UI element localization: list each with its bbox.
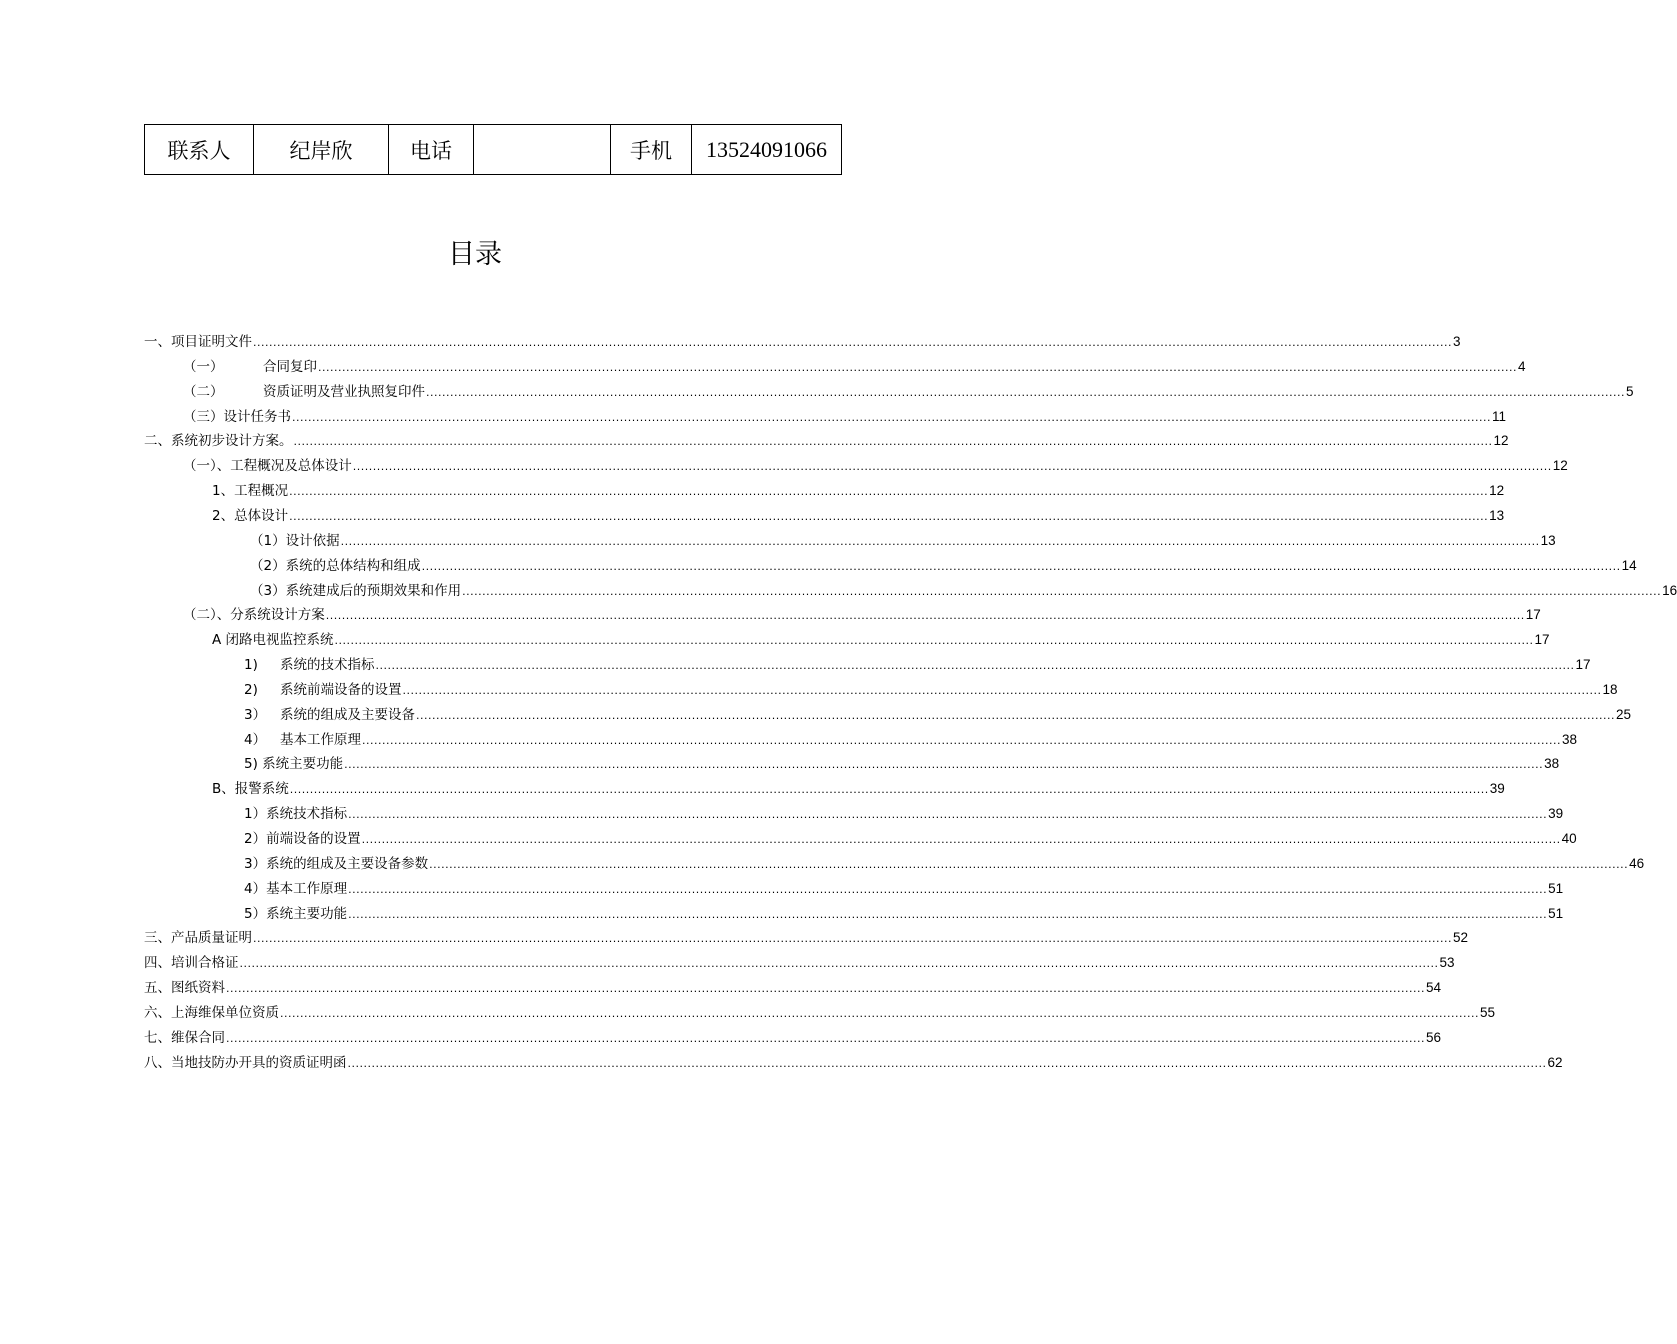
toc-entry[interactable] bbox=[244, 799, 1564, 823]
toc-leader-dots: ............................................................................................................................................................................................................................................................................................................ bbox=[421, 559, 1621, 573]
toc-entry-text: 2、总体设计 bbox=[212, 507, 289, 524]
toc-entry[interactable] bbox=[244, 899, 1564, 923]
toc-entry-label bbox=[244, 731, 361, 749]
toc-entry-label bbox=[244, 805, 347, 823]
toc-entry[interactable] bbox=[183, 352, 1526, 376]
toc-entry-label bbox=[144, 929, 252, 947]
toc-entry-text: 资质证明及营业执照复印件 bbox=[263, 383, 425, 400]
toc-leader-dots: ............................................................................................................................................................................................................................................................................................................ bbox=[361, 833, 1561, 846]
toc-entry[interactable] bbox=[144, 1023, 1442, 1047]
toc-leader-dots: ............................................................................................................................................................................................................................................................................................................ bbox=[347, 1056, 1547, 1070]
toc-entry-text: A 闭路电视监控系统 bbox=[212, 632, 334, 649]
toc-page-number: 54 bbox=[1425, 980, 1442, 996]
toc-page-number: 53 bbox=[1439, 955, 1455, 971]
toc-page-number: 14 bbox=[1621, 557, 1637, 573]
toc-entry-text: 合同复印 bbox=[263, 358, 317, 375]
toc-leader-dots: ............................................................................................................................................................................................................................................................................................................ bbox=[289, 783, 1489, 797]
toc-leader-dots: ............................................................................................................................................................................................................................................................................................................ bbox=[253, 336, 1452, 349]
toc-page-number: 39 bbox=[1489, 781, 1505, 797]
mobile-label: 手机 bbox=[611, 125, 692, 175]
toc-leader-dots: ............................................................................................................................................................................................................................................................................................................ bbox=[325, 609, 1525, 623]
toc-entry[interactable] bbox=[144, 923, 1469, 947]
toc-entry-label bbox=[250, 532, 340, 550]
toc-entry-label bbox=[144, 954, 239, 972]
toc-entry-label bbox=[144, 1029, 225, 1047]
toc-entry[interactable] bbox=[144, 1048, 1563, 1072]
toc-entry-label bbox=[244, 755, 343, 773]
toc-leader-dots: ............................................................................................................................................................................................................................................................................................................ bbox=[226, 982, 1425, 996]
toc-leader-dots: ............................................................................................................................................................................................................................................................................................................ bbox=[289, 485, 1489, 499]
toc-entry-text: （二）、分系统设计方案 bbox=[183, 607, 325, 624]
toc-leader-dots: ............................................................................................................................................................................................................................................................................................................ bbox=[348, 882, 1548, 896]
toc-entry-label bbox=[244, 905, 347, 923]
toc-entry[interactable] bbox=[244, 675, 1618, 699]
toc-entry-label bbox=[183, 358, 317, 376]
toc-entry[interactable] bbox=[144, 426, 1509, 450]
toc-entry-text: （3）系统建成后的预期效果和作用 bbox=[250, 582, 462, 599]
toc-entry-text: （2）系统的总体结构和组成 bbox=[250, 557, 421, 574]
toc-page-number: 52 bbox=[1452, 930, 1469, 946]
toc-page-number: 38 bbox=[1544, 756, 1560, 772]
contact-person-name: 纪岸欣 bbox=[254, 125, 389, 175]
toc-entry-text: 三、产品质量证明 bbox=[144, 930, 252, 947]
toc-entry-number: （二） bbox=[183, 383, 224, 400]
toc-leader-dots: ............................................................................................................................................................................................................................................................................................................ bbox=[318, 360, 1517, 374]
toc-entry-number: 1) bbox=[244, 657, 258, 674]
toc-entry-label bbox=[244, 830, 361, 848]
toc-leader-dots: ............................................................................................................................................................................................................................................................................................................ bbox=[348, 907, 1548, 921]
contact-row bbox=[145, 125, 842, 175]
toc-leader-dots: ............................................................................................................................................................................................................................................................................................................ bbox=[429, 857, 1629, 871]
toc-page-number: 13 bbox=[1489, 507, 1505, 523]
toc-page-number: 40 bbox=[1561, 831, 1577, 846]
toc-leader-dots: ............................................................................................................................................................................................................................................................................................................ bbox=[289, 509, 1489, 523]
toc-entry-label bbox=[144, 432, 293, 450]
toc-entry-text: 二、系统初步设计方案。 bbox=[144, 433, 293, 450]
toc-entry-text: 四、培训合格证 bbox=[144, 955, 239, 972]
toc-entry-label bbox=[244, 855, 428, 873]
toc-page-number: 51 bbox=[1548, 905, 1564, 921]
toc-leader-dots: ............................................................................................................................................................................................................................................................................................................ bbox=[293, 435, 1493, 449]
phone-value bbox=[474, 125, 611, 175]
phone-label: 电话 bbox=[389, 125, 474, 175]
toc-entry-number: 2) bbox=[244, 681, 258, 698]
toc-page-number: 18 bbox=[1602, 681, 1618, 697]
toc-entry[interactable] bbox=[212, 774, 1505, 798]
toc-entry[interactable] bbox=[144, 973, 1442, 997]
toc-page-number: 55 bbox=[1479, 1004, 1496, 1020]
toc-page-number: 12 bbox=[1493, 433, 1509, 449]
toc-leader-dots: ............................................................................................................................................................................................................................................................................................................ bbox=[416, 708, 1615, 722]
toc-entry-text: 3）系统的组成及主要设备参数 bbox=[244, 855, 429, 872]
toc-entry-label bbox=[183, 457, 352, 475]
toc-entry[interactable] bbox=[212, 476, 1505, 500]
toc-entry-text: B、报警系统 bbox=[212, 781, 289, 798]
toc-page-number: 12 bbox=[1552, 458, 1568, 474]
toc-entry-label bbox=[144, 1004, 279, 1022]
toc-entry-label bbox=[244, 656, 375, 674]
toc-leader-dots: ............................................................................................................................................................................................................................................................................................................ bbox=[334, 634, 1534, 648]
toc-page-number: 17 bbox=[1575, 657, 1591, 673]
toc-entry-text: 七、维保合同 bbox=[144, 1029, 225, 1046]
toc-entry-text: 5）系统主要功能 bbox=[244, 905, 348, 922]
toc-entry-text: 一、项目证明文件 bbox=[144, 334, 252, 350]
toc-leader-dots: ............................................................................................................................................................................................................................................................................................................ bbox=[348, 808, 1548, 822]
toc-leader-dots: ............................................................................................................................................................................................................................................................................................................ bbox=[402, 683, 1602, 697]
toc-entry[interactable] bbox=[144, 998, 1496, 1022]
toc-entry[interactable] bbox=[212, 625, 1550, 649]
toc-entry-text: 系统的技术指标 bbox=[280, 657, 375, 674]
toc-entry-text: 六、上海维保单位资质 bbox=[144, 1004, 279, 1021]
toc-entry-label bbox=[212, 482, 288, 500]
toc-entry-label bbox=[144, 979, 225, 997]
contact-table bbox=[144, 124, 842, 175]
toc-entry-text: 1、工程概况 bbox=[212, 483, 289, 500]
toc-entry-label bbox=[183, 383, 425, 401]
toc-entry[interactable] bbox=[244, 874, 1564, 898]
toc-entry-text: 八、当地技防办开具的资质证明函 bbox=[144, 1054, 347, 1071]
toc-page-number: 51 bbox=[1548, 880, 1564, 896]
toc-page-number: 25 bbox=[1615, 706, 1632, 722]
toc-leader-dots: ............................................................................................................................................................................................................................................................................................................ bbox=[362, 733, 1561, 747]
toc-entry[interactable] bbox=[244, 700, 1632, 724]
toc-entry[interactable] bbox=[212, 501, 1505, 525]
toc-entry-label bbox=[183, 606, 325, 624]
toc-leader-dots: ............................................................................................................................................................................................................................................................................................................ bbox=[292, 410, 1491, 424]
toc-entry[interactable] bbox=[244, 650, 1591, 674]
toc-entry[interactable] bbox=[183, 451, 1568, 475]
toc-entry-label bbox=[144, 1054, 347, 1072]
page-title: 目录 bbox=[448, 239, 502, 270]
toc-leader-dots: ............................................................................................................................................................................................................................................................................................................ bbox=[253, 932, 1452, 946]
toc-leader-dots: ............................................................................................................................................................................................................................................................................................................ bbox=[226, 1031, 1425, 1045]
toc-entry-label bbox=[212, 631, 334, 649]
toc-entry-text: 五、图纸资料 bbox=[144, 980, 225, 997]
toc-entry-number: 4） bbox=[244, 731, 267, 748]
toc-page-number: 39 bbox=[1548, 806, 1564, 822]
toc-entry-text: 5) 系统主要功能 bbox=[244, 756, 344, 773]
toc-entry-label bbox=[144, 333, 252, 351]
toc-entry-number: （一） bbox=[183, 358, 224, 375]
toc-entry-label bbox=[244, 880, 347, 898]
toc-entry-text: 基本工作原理 bbox=[280, 731, 361, 748]
toc-entry-text: （1）设计依据 bbox=[250, 532, 340, 549]
toc-page-number: 4 bbox=[1517, 358, 1526, 374]
toc-page-number: 17 bbox=[1525, 607, 1541, 623]
toc-page-number: 3 bbox=[1452, 334, 1461, 349]
toc-page-number: 11 bbox=[1491, 408, 1506, 424]
toc-entry-label bbox=[212, 507, 288, 525]
toc-entry[interactable] bbox=[244, 725, 1578, 749]
toc-entry-label bbox=[250, 557, 421, 575]
mobile-value: 13524091066 bbox=[692, 125, 842, 175]
toc-page-number: 16 bbox=[1662, 582, 1677, 598]
toc-entry-label bbox=[183, 408, 291, 426]
toc-leader-dots: ............................................................................................................................................................................................................................................................................................................ bbox=[375, 659, 1575, 673]
toc-entry-number: 3） bbox=[244, 706, 267, 723]
toc-entry[interactable] bbox=[183, 377, 1634, 401]
toc-leader-dots: ............................................................................................................................................................................................................................................................................................................ bbox=[426, 385, 1625, 399]
toc-entry[interactable] bbox=[244, 824, 1577, 848]
contact-person-label: 联系人 bbox=[145, 125, 254, 175]
toc-entry-text: （三）设计任务书 bbox=[183, 408, 291, 425]
toc-page-number: 56 bbox=[1425, 1029, 1442, 1045]
toc-page-number: 12 bbox=[1489, 483, 1505, 499]
toc-entry[interactable] bbox=[144, 948, 1455, 972]
toc-entry[interactable] bbox=[244, 749, 1560, 773]
toc-entry-text: 系统的组成及主要设备 bbox=[280, 706, 415, 723]
toc-entry-text: 系统前端设备的设置 bbox=[280, 681, 402, 698]
toc-entry-text: （一）、工程概况及总体设计 bbox=[183, 458, 352, 475]
toc-entry-text: 4）基本工作原理 bbox=[244, 880, 348, 897]
toc-entry-text: 1）系统技术指标 bbox=[244, 806, 348, 823]
toc-entry[interactable] bbox=[250, 551, 1637, 575]
toc-leader-dots: ............................................................................................................................................................................................................................................................................................................ bbox=[280, 1006, 1479, 1020]
toc-entry-label bbox=[244, 706, 415, 724]
toc-entry-text: 2）前端设备的设置 bbox=[244, 831, 361, 847]
toc-leader-dots: ............................................................................................................................................................................................................................................................................................................ bbox=[462, 584, 1662, 598]
toc-page-number: 17 bbox=[1534, 632, 1550, 648]
toc-leader-dots: ............................................................................................................................................................................................................................................................................................................ bbox=[340, 534, 1540, 548]
toc-leader-dots: ............................................................................................................................................................................................................................................................................................................ bbox=[344, 758, 1544, 772]
toc-entry[interactable] bbox=[244, 849, 1645, 873]
toc-page-number: 38 bbox=[1561, 731, 1578, 747]
toc-page-number: 46 bbox=[1629, 855, 1645, 871]
toc-entry[interactable] bbox=[183, 600, 1541, 624]
toc-entry[interactable] bbox=[250, 576, 1677, 600]
toc-entry[interactable] bbox=[144, 327, 1461, 351]
toc-entry[interactable] bbox=[250, 526, 1556, 550]
toc-page-number: 5 bbox=[1625, 383, 1634, 399]
toc-page-number: 62 bbox=[1547, 1054, 1563, 1070]
toc-entry-label bbox=[212, 780, 289, 798]
toc-entry-label bbox=[250, 582, 461, 600]
toc-page-number: 13 bbox=[1540, 532, 1556, 548]
toc-entry-label bbox=[244, 681, 402, 699]
toc-leader-dots: ............................................................................................................................................................................................................................................................................................................ bbox=[239, 957, 1439, 971]
toc-entry[interactable] bbox=[183, 402, 1506, 426]
toc-leader-dots: ............................................................................................................................................................................................................................................................................................................ bbox=[352, 460, 1552, 474]
